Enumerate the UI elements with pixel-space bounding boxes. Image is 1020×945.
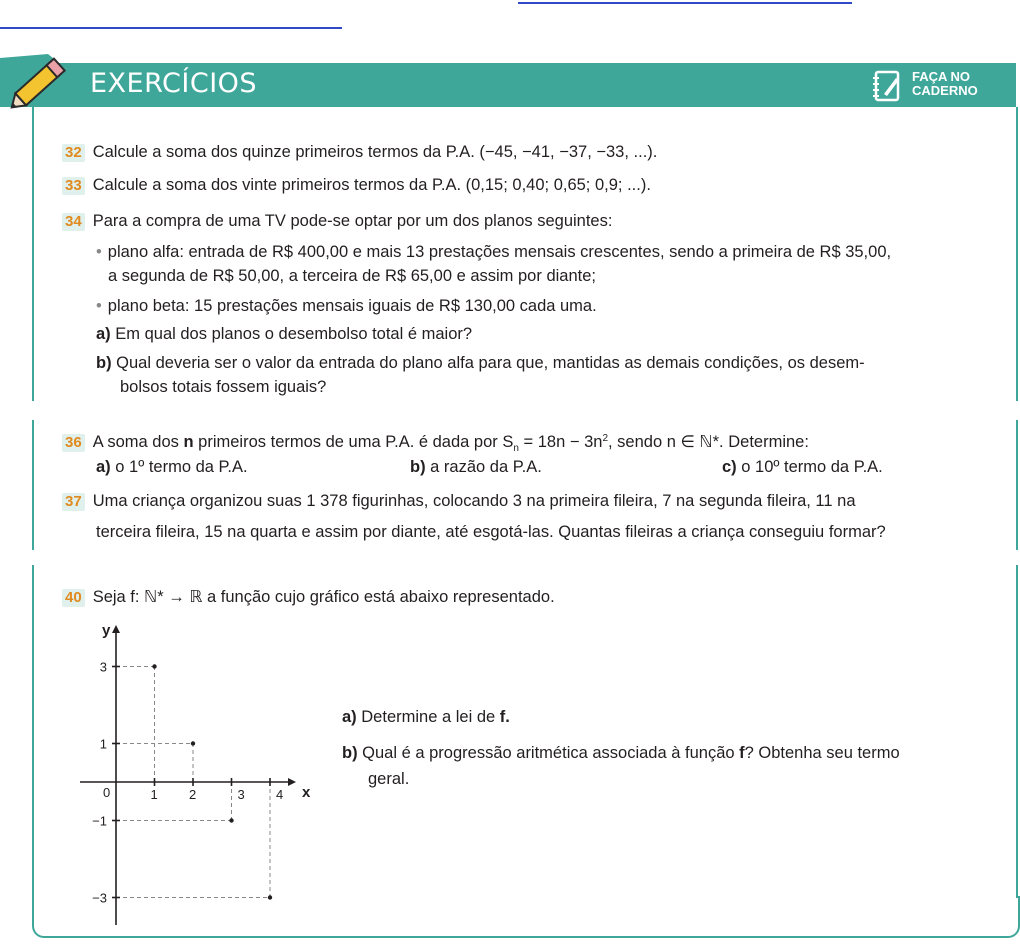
- exercise-number: 40: [62, 589, 85, 607]
- exercise-40: [62, 585, 555, 609]
- exercise-number: 37: [62, 493, 85, 511]
- plan-alfa-line-2: a segunda de R$ 50,00, a terceira de R$ 65,00 e assim por diante;: [108, 267, 596, 285]
- question-40a: [342, 705, 510, 729]
- notebook-icon: [872, 70, 902, 102]
- data-point: [229, 818, 233, 822]
- exercise-37-line-2: terceira fileira, 15 na quarta e assim por diante, até esgotá-las. Quantas fileiras a criança conseguiu formar?: [96, 523, 886, 541]
- x-tick-label: 2: [189, 787, 197, 802]
- y-axis-label: y: [102, 622, 111, 639]
- faca-no-caderno-badge: [912, 70, 978, 98]
- text-bold: f: [739, 744, 745, 762]
- item-label: b): [96, 354, 112, 372]
- item-text: a razão da P.A.: [430, 458, 542, 476]
- question-34a: [96, 322, 472, 346]
- data-point: [191, 741, 195, 745]
- question-36c: [722, 455, 883, 479]
- item-label: b): [342, 744, 358, 762]
- bullet-icon: •: [96, 297, 102, 315]
- subscript: n: [513, 443, 519, 454]
- exercise-text: Uma criança organizou suas 1 378 figurinhas, colocando 3 na primeira fileira, 7 na segunda fileira, 11 na: [92, 492, 856, 510]
- question-36b: [410, 455, 542, 479]
- y-axis-arrow: [112, 625, 120, 633]
- y-tick-label: −1: [92, 813, 107, 829]
- bullet-icon: •: [96, 243, 102, 261]
- exercise-text: Calcule a soma dos vinte primeiros termos da P.A. (0,15; 0,40; 0,65; 0,9; ...).: [92, 176, 651, 194]
- plan-alfa-text: plano alfa: entrada de R$ 400,00 e mais 13 prestações mensais crescentes, sendo a primeira de R$ 35,00,: [107, 243, 892, 261]
- exercise-number: 34: [62, 213, 85, 231]
- question-34b: [96, 351, 865, 375]
- exercises-header: [0, 63, 1016, 107]
- data-point: [152, 664, 156, 668]
- question-36a: [96, 455, 248, 479]
- y-tick-label: −3: [92, 890, 107, 906]
- text-part: , sendo n ∈ ℕ*. Determine:: [608, 433, 809, 451]
- item-label: c): [722, 458, 737, 476]
- exercise-number: 32: [62, 144, 85, 162]
- item-label: a): [96, 325, 111, 343]
- function-graph: [70, 615, 330, 930]
- top-rule-right: [518, 2, 852, 4]
- question-34b-line-2: bolsos totais fossem iguais?: [120, 378, 327, 396]
- text-part: A soma dos: [92, 433, 184, 451]
- exercise-34: [62, 209, 612, 233]
- x-axis-arrow: [288, 778, 296, 786]
- question-40b-line-2: geral.: [368, 770, 410, 788]
- item-text: Em qual dos planos o desembolso total é maior?: [115, 325, 473, 343]
- item-label: a): [342, 708, 357, 726]
- data-point: [268, 895, 272, 899]
- text-bold: f.: [499, 708, 510, 726]
- pencil-icon: [0, 48, 80, 112]
- item-label: b): [410, 458, 426, 476]
- badge-line-2: CADERNO: [912, 83, 978, 98]
- exercise-32: [62, 140, 657, 164]
- text-bold: n: [183, 433, 194, 451]
- x-axis-label: x: [302, 784, 311, 801]
- item-text: Determine a lei de: [361, 708, 500, 726]
- top-rule-left: [0, 27, 342, 29]
- plan-beta-text: plano beta: 15 prestações mensais iguais de R$ 130,00 cada uma.: [107, 297, 597, 315]
- exercise-number: 33: [62, 177, 85, 195]
- question-40b: [342, 741, 900, 765]
- exercise-intro: Para a compra de uma TV pode-se optar por um dos planos seguintes:: [92, 212, 613, 230]
- superscript: 2: [602, 433, 608, 444]
- exercise-33: [62, 173, 651, 197]
- exercise-text: Calcule a soma dos quinze primeiros termos da P.A. (−45, −41, −37, −33, ...).: [92, 143, 658, 161]
- exercise-number: 36: [62, 434, 85, 452]
- item-label: a): [96, 458, 111, 476]
- exercise-37: [62, 489, 856, 513]
- plan-alfa-line-1: [96, 240, 891, 264]
- origin-label: 0: [103, 785, 111, 800]
- item-text: Qual é a progressão aritmética associada à função: [362, 744, 740, 762]
- x-tick-label: 3: [237, 787, 245, 802]
- y-tick-label: 1: [99, 736, 107, 752]
- y-tick-label: 3: [99, 659, 107, 675]
- header-title: EXERCÍCIOS: [90, 68, 258, 99]
- x-tick-label: 4: [276, 787, 284, 802]
- x-tick-label: 1: [150, 787, 158, 802]
- item-text: Qual deveria ser o valor da entrada do plano alfa para que, mantidas as demais condições, os desem-: [116, 354, 865, 372]
- item-text: o 10º termo da P.A.: [741, 458, 883, 476]
- text-part: = 18n − 3n: [518, 433, 603, 451]
- plan-beta: [96, 294, 597, 318]
- exercise-text: Seja f: ℕ* → ℝ a função cujo gráfico está abaixo representado.: [92, 588, 555, 606]
- item-text: ? Obtenha seu termo: [744, 744, 900, 762]
- text-part: primeiros termos de uma P.A. é dada por S: [193, 433, 514, 451]
- item-text: o 1º termo da P.A.: [115, 458, 248, 476]
- badge-line-1: FAÇA NO: [912, 69, 971, 84]
